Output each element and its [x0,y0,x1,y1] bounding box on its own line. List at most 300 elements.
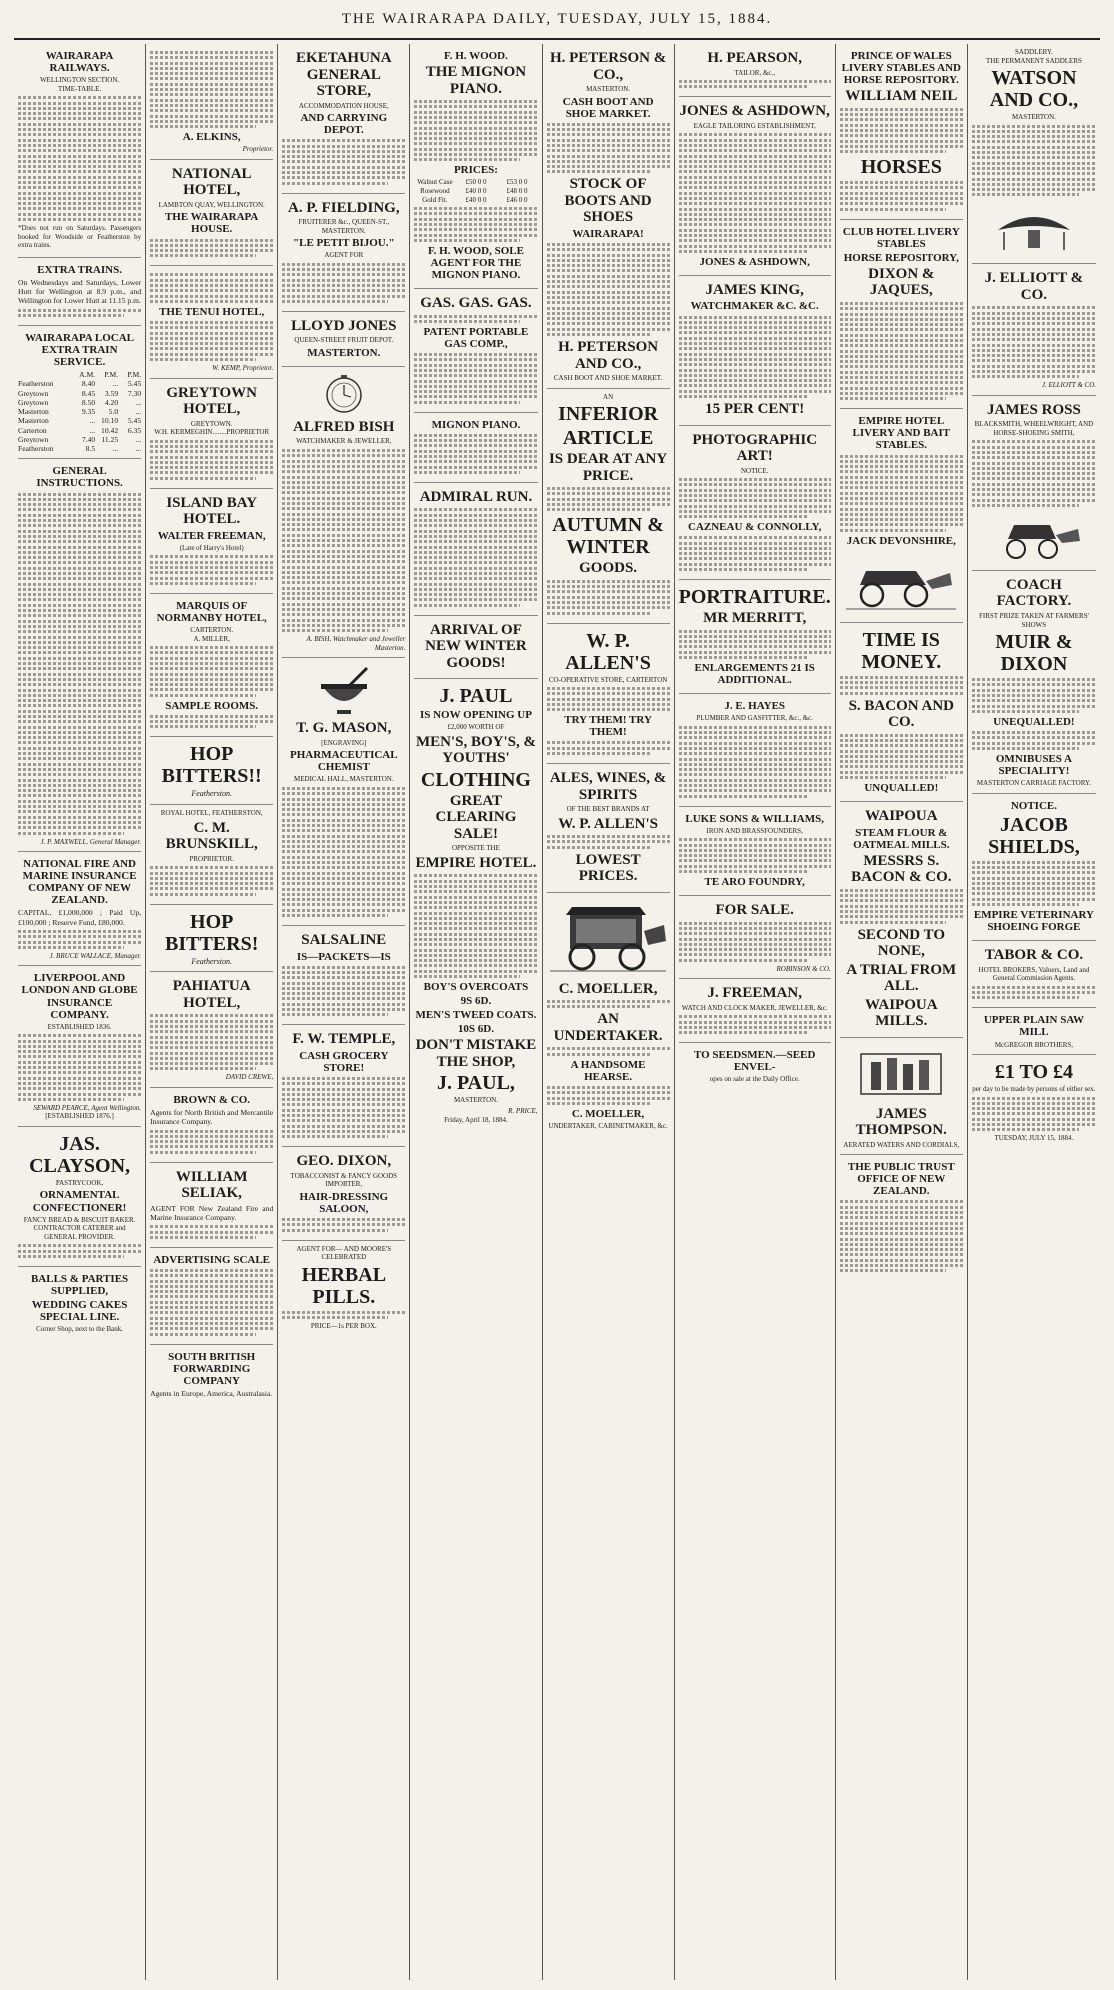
ross-ad [972,396,1096,571]
liverpool-ad [18,966,141,1127]
sawmill-ad [972,1008,1096,1055]
marquis-sub: CARTERTON. [190,626,234,635]
timetable-row [18,435,141,444]
coach-name: MUIR & DIXON [995,631,1073,676]
wines-heading: ALES, WINES, & SPIRITS [549,770,667,803]
moeller-heading: C. MOELLER, [558,980,658,997]
clayson-extra: CONTRACTOR CATERER and GENERAL PROVIDER. [33,1224,126,1241]
royal-name: C. M. BRUNSKILL, [165,819,258,853]
moeller-ad [547,893,670,1136]
freeman-heading: J. FREEMAN, [707,985,802,1002]
island-bay-heading: ISLAND BAY HOTEL. [166,494,258,528]
timetable-cell: Featherston [18,444,54,454]
shields-sub: EMPIRE VETERINARY SHOEING FORGE [973,908,1094,934]
masthead-title: THE WAIRARAPA DAILY, TUESDAY, JULY 15, 1884. [341,10,773,27]
national-name: THE WAIRARAPA HOUSE. [164,211,259,236]
time-extra: UNQUALLED! [864,782,939,795]
clayson-trade: PASTRYCOOK, [55,1178,104,1187]
timetable-cell: 5.45 [127,379,142,389]
autumn-heading: AUTUMN & WINTER [552,514,664,559]
elliott-ad [972,264,1096,395]
stock-place: WAIRARAPA! [572,227,644,240]
temple-sub: CASH GROCERY STORE! [299,1049,389,1074]
hop2-sub: Featherston. [191,956,233,966]
timetable-cell: Greytown [18,434,49,444]
timetable-cell: 9.35 [81,407,96,417]
bish-heading: ALFRED BISH [293,418,395,435]
railways-section: WELLINGTON SECTION. [39,76,120,85]
hayes-sub: PLUMBER AND GASFITTER, &c., &c. [696,714,814,723]
lloyd-sub: QUEEN-STREET FRUIT DEPOT. [294,336,394,345]
club-ad [840,220,963,410]
extra-trains-ad [18,258,141,326]
prince-horses: HORSES [860,156,942,179]
time-heading: TIME IS MONEY. [861,628,942,673]
price-cell: £40 0 0 [465,186,487,195]
price-cell: £46 0 0 [506,195,528,204]
foot-place: MASTERTON. [453,1096,498,1105]
waipoua-trial: A TRIAL FROM ALL. [846,961,957,995]
moeller-line: AN UNDERTAKER. [553,1011,663,1044]
mason-heading: T. G. MASON, [296,720,392,737]
moeller-foot: UNDERTAKER, CABINETMAKER, &c. [548,1121,668,1130]
paul-amount: £2,000 WORTH OF [447,723,505,732]
peterson2-sub: CASH BOOT AND SHOE MARKET. [553,374,663,383]
salsaline-ad [282,926,405,1025]
royal-sub: PROPRIETOR. [189,854,234,863]
timetable-row [18,416,141,425]
seeds-heading: TO SEEDSMEN.—SEED ENVEL- [693,1049,816,1074]
photo-ad [679,426,831,580]
wood-heading: F. H. WOOD. [444,50,508,62]
photo-name: CAZNEAU & CONNOLLY, [688,521,822,534]
clayson-ad [18,1127,141,1267]
coach-heading: COACH FACTORY. [996,576,1072,610]
price-cell: £40 0 0 [465,195,487,204]
peterson-sub: MASTERTON. [586,85,631,93]
paul-sale: GREAT CLEARING SALE! [435,792,517,842]
freeman-ad [679,979,831,1043]
mason-hall: MEDICAL HALL, MASTERTON. [294,775,394,784]
time-ad [840,623,963,802]
lloyd-heading: LLOYD JONES [291,317,397,334]
horse-carriage-engraving-icon [984,511,1084,561]
moeller-sig: C. MOELLER, [571,1107,645,1120]
paul-clothing: CLOTHING [420,768,531,791]
ross-heading: JAMES ROSS [987,401,1081,418]
king-discount: 15 PER CENT! [705,401,805,418]
coach-unequalled: UNEQUALLED! [993,715,1075,728]
peterson2-heading: H. PETERSON AND CO., [558,339,659,372]
timetable-cell: ... [89,416,96,426]
island-bay-sub: (Late of Harry's Hotel) [179,543,244,552]
liverpool-agent: SEWARD PEARCE, Agent Wellington. [33,1103,142,1112]
photo-heading: PHOTOGRAPHIC ART! [692,431,818,465]
elliott-sig: J. ELLIOTT & CO. [1041,381,1096,390]
advertising-heading: ADVERTISING SCALE [153,1253,271,1266]
jones-heading: JONES & ASHDOWN, [679,103,830,120]
timetable-row [18,407,141,416]
railways-note: *Does not run on Saturdays. Passengers booked for Woodside or Featherston by extra trains. [18,224,142,250]
eketahuna-store-ad [282,44,405,194]
king-ad [679,276,831,426]
timetable-cell: ... [89,425,96,435]
timetable-cell: 8.45 [81,388,96,398]
timetable-cell: 8.50 [81,397,96,407]
luke-sub: IRON AND BRASSFOUNDERS, [706,826,803,835]
paul-opp: OPPOSITE THE [451,844,500,853]
insurance-heading: NATIONAL FIRE AND MARINE INSURANCE COMPANY OF NEW ZEALAND. [22,858,137,907]
price-cell: £53 0 0 [506,178,528,187]
peterson-line: CASH BOOT AND SHOE MARKET. [562,95,654,120]
forsale-ad [679,896,831,979]
timetable-cell: 10.10 [101,416,119,426]
wood-ad [414,44,537,289]
elkins-heading: A. ELKINS, [182,131,241,144]
moeller-hearse: A HANDSOME HEARSE. [570,1058,646,1083]
insurance-ad [18,852,141,966]
herbal-sub: AGENT FOR— AND MOORE'S CELEBRATED [296,1244,392,1262]
timetable-cell: Masterton [18,416,49,426]
foot-date: Friday, April 18, 1884. [444,1115,508,1124]
forsale-heading: FOR SALE. [715,902,794,919]
column-5 [543,44,675,1980]
timetable-cell: ... [112,379,119,389]
empire-name: JACK DEVONSHIRE, [846,534,956,547]
island-bay-name: WALTER FREEMAN, [157,529,266,542]
hop2-heading: HOP BITTERS! [165,910,259,955]
waipoua-name: MESSRS S. BACON & CO. [851,852,952,886]
wines-prices: LOWEST PRICES. [575,851,641,885]
winter-goods-heading: ARRIVAL OF NEW WINTER GOODS! [425,621,527,671]
allen-heading: W. P. ALLEN'S [565,629,651,674]
tabor-hotel: HOTEL BROKERS, Valuers, Land and General Commission Agents. [978,965,1090,983]
timetable-cell: 5.0 [108,407,119,417]
advertising-scale [150,1248,273,1345]
mignon2-heading: MIGNON PIANO. [431,418,521,431]
club-sub: HORSE REPOSITORY, [843,251,959,264]
column-6 [675,44,836,1980]
luke-heading: LUKE SONS & WILLIAMS, [685,812,824,825]
overcoats-price: 9S 6D. [460,995,492,1008]
elkins-ad [150,44,273,160]
greytown-heading: GREYTOWN HOTEL, [166,384,257,418]
timetable-row [18,389,141,398]
seeds-sub: opes on sale at the Daily Office. [709,1075,800,1084]
coach-omnibuses: OMNIBUSES A SPECIALITY! [995,752,1072,777]
seeds-ad [679,1043,831,1089]
allen-ad [547,624,670,765]
prices-table [414,178,537,204]
bish-ad [282,367,405,658]
inferior-heading: INFERIOR [558,403,659,426]
jones-sig: JONES & ASHDOWN, [699,255,810,268]
trustee-heading: THE PUBLIC TRUST OFFICE OF NEW ZEALAND. [847,1161,955,1198]
jones-sub: EAGLE TAILORING ESTABLISHMENT, [693,121,816,130]
price-row [414,187,537,196]
royal-hotel-ad [150,805,273,905]
waipoua-ad [840,802,963,1037]
general-heading: GENERAL INSTRUCTIONS. [36,465,123,490]
photo-notice: NOTICE. [740,466,769,475]
bish-sig: A. BISH, Watchmaker and Jeweller Masterton. [306,635,406,652]
luke-foundry: TE ARO FOUNDRY, [704,876,805,889]
timetable-row [18,426,141,435]
dixon-heading: GEO. DIXON, [296,1153,392,1170]
railways-ad [18,44,141,258]
waipoua-flour: SECOND TO NONE, [857,926,945,960]
timetable-row [18,398,141,407]
general-instructions [18,459,141,852]
pahiatua-name: DAVID CREWE, [225,1073,274,1082]
timetable-cell: ... [135,444,142,454]
saddlers-ad [972,44,1096,264]
autumn-sub: GOODS. [579,560,638,577]
admiral-heading: ADMIRAL RUN. [419,488,533,505]
price-cell: £50 0 0 [465,178,487,187]
fielding-agent: AGENT FOR [324,251,364,260]
south-british-sub: Agents in Europe, America, Australasia. [150,1388,273,1398]
prize-ad [972,1055,1096,1148]
carriage-engraving-icon [846,551,956,613]
prince-name: WILLIAM NEIL [845,88,958,105]
thompson-sub: AERATED WATERS AND CORDIALS, [843,1140,960,1149]
price-cell: Gold Fit. [422,195,448,204]
timetable-cell: ... [112,444,119,454]
admiral-ad [414,483,537,616]
fielding-ad [282,194,405,312]
greytown-proprietor: W.H. KERMEGHIN........PROPRIETOR [154,428,270,437]
store-sub: ACCOMMODATION HOUSE, [298,101,389,110]
selak-sub: AGENT FOR New Zealand Fire and Marine Insurance Company. [150,1203,274,1223]
paul-line: MEN'S, BOY'S, & YOUTHS' [415,733,536,767]
timetable-grid [18,96,141,221]
paul-hotel: EMPIRE HOTEL. [415,854,537,871]
herbal-pills-ad [282,1241,405,1336]
allen-sub: CO-OPERATIVE STORE, CARTERTON [548,675,668,684]
prize-sub: per day to be made by persons of either sex. [972,1085,1096,1094]
brown-heading: BROWN & CO. [173,1093,251,1106]
waipoua-heading: WAIPOUA [865,808,938,825]
balls-ad [18,1267,141,1339]
prince-heading: PRINCE OF WALES LIVERY STABLES AND HORSE REPOSITORY. [841,50,962,87]
waipoua-mills: WAIPOUA MILLS. [865,996,938,1030]
column-3 [278,44,410,1980]
pearson-sub: TAILOR, &c., [734,68,776,77]
price-cell: Rosewood [420,186,450,195]
timetable-cell: 3.59 [104,388,119,398]
prize-heading: £1 TO £4 [994,1061,1074,1084]
timetable-cell: ... [135,434,142,444]
prize-sig: TUESDAY, JULY 15, 1884. [994,1134,1074,1143]
tabor-heading: TABOR & CO. [984,947,1084,964]
timetable-cell: 4.20 [104,397,119,407]
pahiatua-ad [150,972,273,1088]
timetable-cell: Carterton [18,425,47,435]
greytown-ad [150,379,273,489]
price-cell: £48 0 0 [506,186,528,195]
winter-goods-ad [414,616,537,680]
clayson-sub: FANCY BREAD & BISCUIT BAKER. [23,1215,136,1224]
dixon-sub: TOBACCONIST & FANCY GOODS IMPORTER, [290,1171,398,1189]
timetable-cell: 5.45 [127,416,142,426]
herbal-price: PRICE—1s PER BOX. [310,1321,377,1330]
tweed-heading: MEN'S TWEED COATS. [415,1009,537,1022]
shields-ad [972,794,1096,942]
dixon-ad [282,1147,405,1240]
hop-bitters-1 [150,737,273,805]
brown-ad [150,1088,273,1163]
national-heading: NATIONAL HOTEL, [171,165,252,199]
saddlers-heading: SADDLERY. [1015,48,1053,56]
portraiture-price: ENLARGEMENTS 21 IS ADDITIONAL. [694,662,815,687]
dixon-extra: HAIR-DRESSING SALOON, [299,1190,389,1215]
empire-heading: EMPIRE HOTEL LIVERY AND BAIT STABLES. [852,415,951,452]
inferior-article: ARTICLE [562,427,654,450]
luke-ad [679,807,831,897]
timetable-row [18,444,141,453]
elliott-heading: J. ELLIOTT & CO. [984,270,1084,303]
paul-heading: J. PAUL [439,685,513,708]
saddlers-sub: THE PERMANENT SADDLERS [985,56,1082,65]
hayes-heading: J. E. HAYES [724,700,786,713]
marquis-heading: MARQUIS OF NORMANBY HOTEL, [156,599,267,624]
coach-factory: MASTERTON CARRIAGE FACTORY. [976,778,1091,787]
mistake-heading: DON'T MISTAKE THE SHOP, [415,1037,537,1070]
waipoua-sub: STEAM FLOUR & OATMEAL MILLS. [853,826,950,851]
liverpool-heading: LIVERPOOL AND LONDON AND GLOBE INSURANCE COMPANY. [21,972,138,1021]
temple-heading: F. W. TEMPLE, [292,1031,396,1048]
herbal-heading: HERBAL PILLS. [301,1263,387,1308]
store-heading: EKETAHUNA GENERAL STORE, [296,50,392,99]
mason-ad [282,658,405,926]
portraiture-heading: PORTRAITURE. [678,586,831,609]
lloyd-place: MASTERTON. [307,346,381,359]
elkins-sub: Proprietor. [242,145,274,154]
mason-chem: PHARMACEUTICAL CHEMIST [290,749,398,774]
wines-sub: OF THE BEST BRANDS AT [566,805,650,814]
masthead [14,0,1100,40]
marquis-ad [150,594,273,738]
saddlers-name: WATSON AND CO., [989,67,1079,112]
club-heading: CLUB HOTEL LIVERY STABLES [842,225,960,250]
island-bay-ad [150,489,273,594]
timetable-rows [18,379,141,453]
general-signature: J. P. MAXWELL, General Manager. [40,837,142,846]
timetable-cell: Featherston [18,379,54,389]
hayes-ad [679,694,831,806]
coach-ad [972,571,1096,794]
fielding-tag: "LE PETIT BIJOU." [293,237,395,250]
gas-sub: PATENT PORTABLE GAS COMP., [423,325,529,350]
liverpool-est: ESTABLISHED 1836. [47,1022,112,1031]
column-1 [14,44,146,1980]
timetable-cell: Masterton [18,407,49,417]
bottling-engraving-icon [851,1046,951,1102]
peterson-ad [547,44,670,389]
store-extra: AND CARRYING DEPOT. [300,112,388,137]
balls-heading: BALLS & PARTIES SUPPLIED, [30,1272,129,1297]
portraiture-ad [679,580,831,694]
inferior-ad [547,389,670,624]
king-heading: JAMES KING, [705,281,804,298]
fielding-heading: A. P. FIELDING, [288,199,400,216]
clayson-line: ORNAMENTAL CONFECTIONER! [32,1189,127,1214]
railways-timetable: TIME-TABLE. [57,84,102,93]
time-name: S. BACON AND CO. [848,697,955,731]
sawmill-sub: McGREGOR BROTHERS, [994,1040,1074,1049]
prince-ad [840,44,963,220]
tabor-ad [972,941,1096,1008]
tenui-heading: THE TENUI HOTEL, [159,305,265,318]
column-7 [836,44,968,1980]
mason-sub: [ENGRAVING] [321,738,367,747]
stock-heading: STOCK OF BOOTS AND SHOES [564,176,652,226]
national-sub: LAMBTON QUAY, WELLINGTON. [158,200,265,209]
portraiture-name: MR MERRITT, [703,610,807,627]
mignon-ad [414,413,537,483]
paul-ad [414,679,537,1129]
timetable-cell: 7.30 [127,388,142,398]
railways-heading: WAIRARAPA RAILWAYS. [45,50,114,75]
balls-sub: WEDDING CAKES SPECIAL LINE. [31,1298,128,1324]
timetable-cell: ... [135,397,142,407]
timetable-row [18,379,141,388]
shields-heading: JACOB SHIELDS, [988,813,1080,858]
prices-heading: PRICES: [453,164,498,177]
tenui-ad [150,266,273,378]
timetable-cell: ... [135,407,142,417]
extra-trains-body: On Wednesdays and Saturdays, Lower Hutt for Wellington at 8.9 p.m., and Wellington for Lower Hutt at 11.15 p.m. [18,277,142,306]
tenui-proprietor: W. KEMP, Proprietor. [212,364,274,373]
pearson-heading: H. PEARSON, [707,50,802,66]
empire-ad [840,409,963,623]
wines-store: W. P. ALLEN'S [558,815,658,832]
paul-sub: IS NOW OPENING UP [419,709,532,722]
extra-trains-heading: EXTRA TRAINS. [37,263,122,276]
mistake-name: J. PAUL, [436,1072,515,1095]
timetable-head: A.M. P.M. P.M. [79,370,142,380]
inferior-an: AN [603,392,614,401]
marquis-name: A. MILLER, [193,634,230,643]
south-british-ad [150,1345,273,1406]
insurance-agent: J. BRUCE WALLACE, Manager. [49,951,142,960]
agency-heading: F. H. WOOD, SOLE AGENT FOR THE MIGNON PIANO. [427,244,524,282]
coach-prize: FIRST PRIZE TAKEN AT FARMERS' SHOWS [978,611,1089,629]
allen-try: TRY THEM! TRY THEM! [564,714,652,739]
gas-heading: GAS. GAS. GAS. [420,295,532,312]
royal-heading: ROYAL HOTEL, FEATHERSTON, [160,809,263,818]
mortar-engraving-icon [309,666,379,716]
freeman-sub: WATCH AND CLOCK MAKER, JEWELLER, &c. [681,1003,828,1012]
timetable-cell: 8.5 [85,444,96,454]
salsaline-sub: IS—PACKETS—IS [296,950,391,963]
wood-piano: THE MIGNON PIANO. [425,64,527,97]
watch-engraving-icon [314,375,374,415]
peterson-heading: H. PETERSON & CO., [549,50,667,83]
local-train-heading: WAIRARAPA LOCAL EXTRA TRAIN SERVICE. [25,331,134,368]
sawmill-heading: UPPER PLAIN SAW MILL [983,1014,1085,1039]
local-train-ad [18,326,141,460]
timetable-cell: Greytown [18,388,49,398]
column-8 [968,44,1100,1980]
thompson-heading: JAMES THOMPSON. [855,1105,947,1139]
wines-ad [547,764,670,893]
clayson-name: JAS. CLAYSON, [29,1132,131,1177]
salsaline-heading: SALSALINE [301,932,387,949]
saddle-engraving-icon [984,200,1084,254]
balls-addr: Corner Shop, next to the Bank. [36,1325,124,1334]
